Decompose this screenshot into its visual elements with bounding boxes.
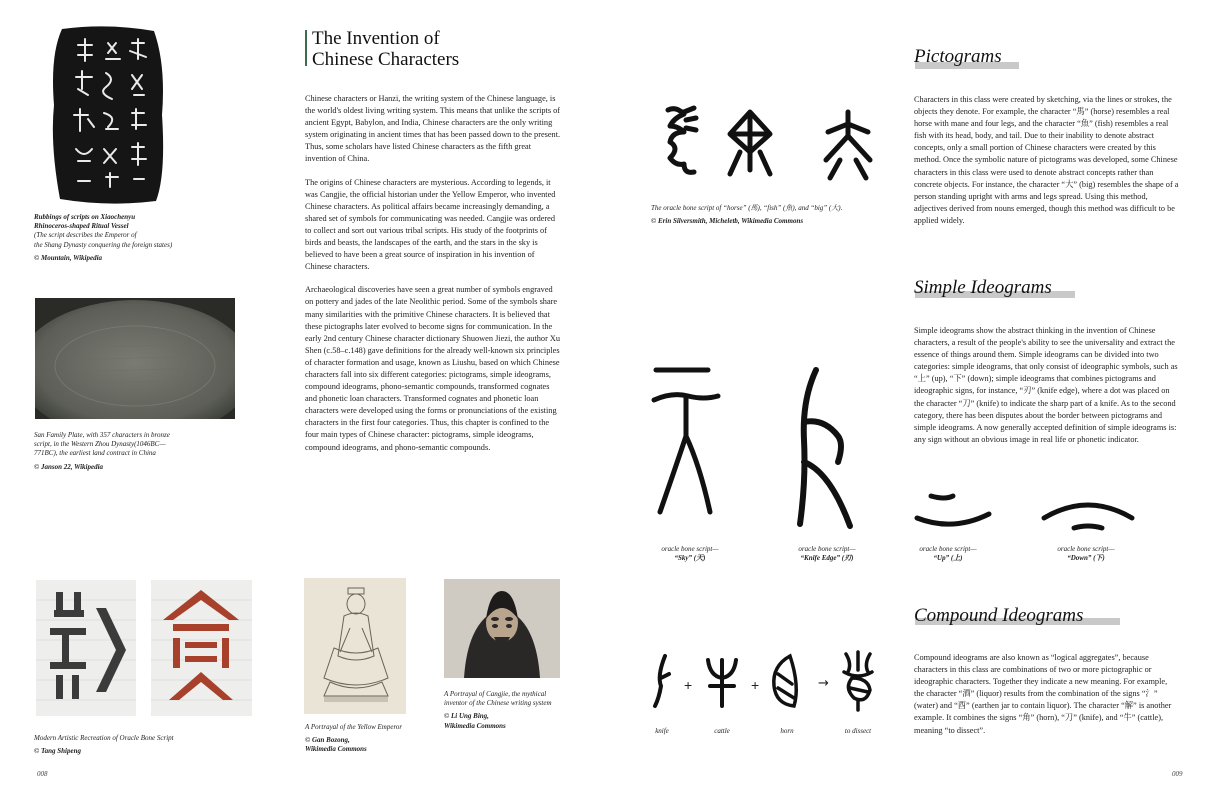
plate-caption-1: San Family Plate, with 357 characters in bronze — [34, 431, 170, 439]
simple-ideograms-heading: Simple Ideograms — [914, 277, 1052, 298]
pictogram-figure-caption-block — [651, 204, 911, 226]
down-glyph — [1040, 496, 1136, 536]
artistic-image-1 — [36, 580, 136, 716]
plate-caption-block — [34, 431, 234, 472]
simple-ideograms-body: Simple ideograms show the abstract thinking in the invention of Chinese characters, a result of the people's ability to see the universality and extract the essence of things around them. Simple ideograms can be divided into two categories: simple ideograms, that only consist of ideographic symbols, such as “上” (up), “下” (down); simple ideograms that combines pictograms and ideographic signs, for instance, “刃” (knife edge), where a dot was placed on the character “刀” (knife) to indicate the sharp part of a knife. As to the second category, there has been disputes about the border between pictograms and simple ideograms. A now generally accepted definition of simple ideograms is: any sign without an obvious image in real life or phonetic indicator. — [914, 326, 1178, 444]
dissect-glyph — [838, 648, 878, 712]
knife-glyph — [651, 652, 673, 710]
body-paragraph-3: Archaeological discoveries have seen a great number of symbols engraved on pottery and jades of the late Neolithic period. Some of the symbols share many similarities with the primitive Chinese characters. It is believed that these pictographs later evolved to become signs for communication. In the early 2nd century Chinese character dictionary Shuowen Jiezi, the author Xu Shen (c.58–c.148) gave definitions for the already well-known six principles of character formation and usage, known as Liushu, based on which Chinese characters fall into six different categories: pictograms, simple ideograms, compound ideograms, phono-semantic compounds, transformed cognates and phonetic loan characters. Transformed cognates and phonetic loan characters were developed using the forms or pronunciations of the existing characters in the first four categories. Thus, this chapter is confined to the four main types of Chinese character: pictograms, simple ideograms, compound ideograms, and phono-semantic compounds. — [305, 285, 561, 452]
knife-edge-label-line-1: oracle bone script— — [798, 545, 856, 553]
arrow-icon: → — [818, 676, 829, 691]
plate-credit: © Janson 22, Wikipedia — [34, 462, 104, 471]
down-label — [1036, 545, 1136, 563]
up-label-line-1: oracle bone script— — [919, 545, 977, 553]
page-number-left: 008 — [37, 770, 48, 778]
artistic-image-2 — [151, 580, 252, 716]
chapter-title-line-2: Chinese Characters — [312, 49, 460, 70]
artistic-caption: Modern Artistic Recreation of Oracle Bone Script — [34, 734, 174, 742]
compound-ideograms-body: Compound ideograms are also known as “logical aggregates”, because characters in this class are combinations of two or more pictographic or ideographic characters. Together they indicate a new meaning. For example, the character “酒” (liquor) results from the combination of the signs “氵” (water) and “酉” (earthen jar to contain liquor). The character “解” is another example. It combines the signs “角” (horn), “刀” (knife), and “牛” (cattle), meaning “to dissect”. — [914, 653, 1172, 735]
sky-label-line-1: oracle bone script— — [661, 545, 719, 553]
up-glyph — [913, 490, 993, 534]
rubbing-caption-4: the Shang Dynasty conquering the foreign states) — [34, 240, 173, 249]
pictograms-body: Characters in this class were created by sketching, via the lines or strokes, the objects they denote. For example, the character “馬” (horse) resembles a real horse with mane and four legs, and the character “魚” (fish) resembles a real fish with its head, body, and tail. Due to their inability to denote abstract concepts, only a small portion of Chinese characters were created by this method. Once the symbolic nature of pictograms was developed, some Chinese characters in this class were used to denote abstract concepts rather than concrete objects. For instance, the character “大” (big) resembles the shape of a person standing upright with arms and legs spread. Using this method, adjectives derived from nouns emerged, though this method was difficult to be applied widely. — [914, 95, 1179, 225]
rubbing-caption-1: Rubbings of scripts on Xiaochenyu — [34, 213, 136, 221]
pictogram-glyphs — [650, 102, 890, 194]
yellow-emperor-credit-2: Wikimedia Commons — [305, 745, 367, 754]
cangjie-caption-2: inventor of the Chinese writing system — [444, 699, 552, 708]
chapter-title-line-1: The Invention of — [312, 28, 440, 49]
compound-ideograms-heading: Compound Ideograms — [914, 605, 1084, 626]
down-label-line-1: oracle bone script— — [1057, 545, 1115, 553]
cangjie-credit-1: © Li Ung Bing, — [444, 712, 489, 721]
cattle-glyph — [704, 652, 740, 710]
up-label-line-2: “Up” (上) — [933, 554, 963, 562]
cangjie-image — [444, 579, 560, 678]
rubbing-caption-2: Rhinoceros-shaped Ritual Vessel — [34, 222, 129, 231]
page-number-right: 009 — [1172, 770, 1183, 778]
rubbing-credit: © Mountain, Wikipedia — [34, 253, 103, 262]
up-label — [898, 545, 998, 563]
knife-edge-glyph — [790, 362, 870, 532]
plus-sign-1: + — [684, 677, 693, 693]
pictogram-figure-credit: © Erin Silversmith, Micheletb, Wikimedia Commons — [651, 217, 804, 226]
horn-label: horn — [780, 727, 794, 735]
yellow-emperor-credit-1: © Gan Bozong, — [305, 736, 350, 745]
body-paragraph-1: Chinese characters or Hanzi, the writing system of the Chinese language, is the world's oldest living writing system. This means that unlike the scripts of ancient Egypt, Babylon, and India, Chinese characters are the only writing system originating in ancient times that has been passed down to the present. Thus, some scholars have listed Chinese characters as the fifth great invention of China. — [305, 94, 561, 164]
pictogram-figure-caption: The oracle bone script of “horse” (馬), “fish” (魚), and “big” (大). — [651, 204, 843, 212]
cangjie-caption-block — [444, 690, 604, 731]
cattle-label: cattle — [714, 727, 730, 735]
title-rule — [305, 30, 307, 66]
rubbing-caption-block — [34, 213, 234, 263]
to-dissect-label: to dissect — [844, 727, 872, 735]
artistic-credit: © Tang Shipeng — [34, 747, 81, 756]
horn-glyph — [768, 652, 804, 710]
yellow-emperor-caption-block — [305, 723, 445, 755]
artistic-caption-block — [34, 734, 264, 756]
cangjie-caption-1: A Portrayal of Cangjie, the mythical — [444, 690, 547, 698]
rubbing-caption-3: (The script describes the Emperor of — [34, 231, 137, 240]
rubbing-image — [48, 25, 168, 205]
pictograms-heading: Pictograms — [914, 46, 1002, 67]
plate-caption-3: 771BC), the earliest land contract in China — [34, 449, 156, 458]
yellow-emperor-image — [304, 578, 406, 714]
knife-edge-label-line-2: “Knife Edge” (刃) — [800, 554, 854, 562]
sky-label-line-2: “Sky” (天) — [674, 554, 706, 562]
knife-label: knife — [655, 727, 669, 735]
plate-caption-2: script, in the Western Zhou Dynasty(1046BC— — [34, 440, 166, 449]
plate-image — [35, 298, 235, 419]
yellow-emperor-caption: A Portrayal of the Yellow Emperor — [305, 723, 403, 731]
knife-edge-label — [772, 545, 882, 563]
chapter-body — [305, 93, 563, 465]
sky-label — [640, 545, 740, 563]
down-label-line-2: “Down” (下) — [1067, 554, 1105, 562]
plus-sign-2: + — [751, 677, 760, 693]
sky-glyph — [648, 360, 726, 520]
body-paragraph-2: The origins of Chinese characters are mysterious. According to legends, it was Cangjie, the official historian under the Yellow Emperor, who invented Chinese characters. As political affairs became increasingly demanding, a shared set of symbols for communicating was needed. Cangjie was ordered to collect and sort out various tribal scripts. His study of the footprints of birds and beasts, the landscapes of the earth, and the stars in the sky is believed to have been a great source of inspiration in his invention of Chinese characters. — [305, 177, 556, 272]
cangjie-credit-2: Wikimedia Commons — [444, 721, 506, 730]
chapter-title — [312, 28, 459, 70]
